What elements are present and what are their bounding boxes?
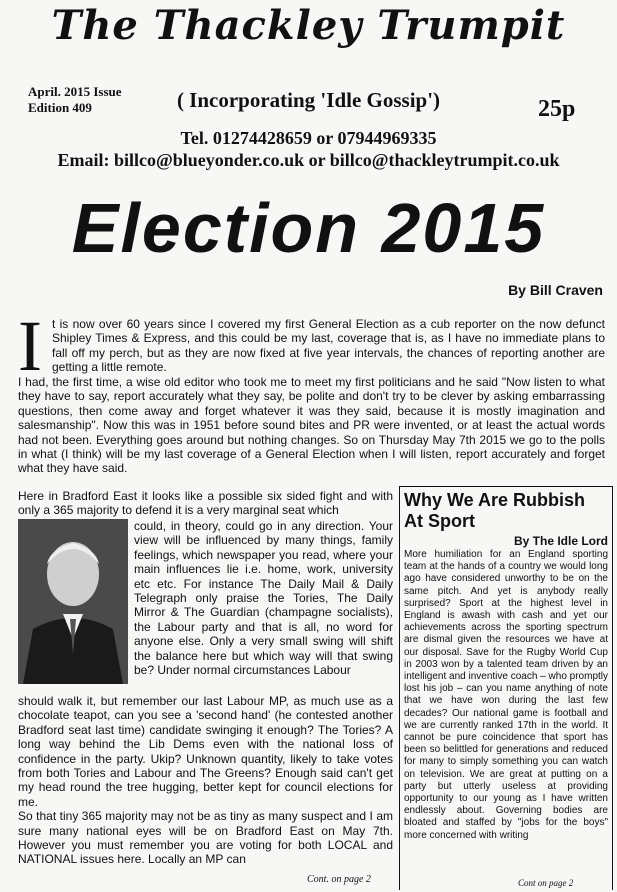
- paragraph-beside-photo: could, in theory, could go in any direction. Your view will be influenced by many things, family feelings, which newspaper you read, where your main influences lie i.e. home, work, university etc etc. For instance The Daily Mail & Daily Telegraph only praise the Tories, The Daily Mirror & The Guardian (champagne socialists), the Labour party and that is all, no word for anyone else. Only a very small swing will shift the balance here but which way will that swing be? Under normal circumstances Labour: [134, 519, 393, 678]
- bradford-paragraph: Here in Bradford East it looks like a possible six sided fight and with only a 365 majority to defend it is a very marginal seat which: [18, 489, 393, 518]
- sidebar-continued-note: Cont on page 2: [518, 878, 574, 888]
- continued-note: Cont. on page 2: [307, 874, 371, 885]
- email-line: Email: billco@blueyonder.co.uk or billco@thackleytrumpit.co.uk: [57, 150, 560, 170]
- continuation-text: [18, 694, 393, 867]
- issue-date: April. 2015 Issue: [28, 84, 122, 99]
- portrait-image: [18, 519, 128, 684]
- sidebar-article: [399, 486, 613, 890]
- drop-cap: I: [18, 306, 42, 386]
- final-paragraph: So that tiny 365 majority may not be as tiny as many suspect and I am sure many national eyes will be on Bradford East on May 7th. However you must remember you are voting for both LOCAL and NATIONAL issues here. Locally an MP can: [18, 809, 393, 867]
- edition-number: Edition 409: [28, 100, 92, 115]
- sidebar-author: By The Idle Lord: [513, 534, 608, 548]
- sidebar-text: More humiliation for an England sporting team at the hands of a country we would long ago have considered unworthy to be on the same pitch. And yet is anybody really surprised? Sport at the highest level in England is awash with cash and yet our achievements across the sporting spectrum are dismal given the resources we have at our disposal. Save for the Rugby World Cup in 2003 won by a talented team driven by an intelligent and inventive coach – who promptly lost his job – can you name anything of note that we have won during the last few decades? Our national game is football and we are currently ranked 17th in the world. It cannot be pure coincidence that sport has been so belittled for generations and reduced for many to simply something you can watch on television. We are great at putting on a party but utterly useless at providing opportunity to our young as I have written endlessly about. Governing bodies are bloated and staffed by "jobs for the boys" more concerned with writing: [404, 549, 609, 841]
- masthead-title: The Thackley Trumpit: [51, 2, 566, 49]
- subtitle: ( Incorporating 'Idle Gossip'): [176, 88, 441, 112]
- continuation-paragraph: should walk it, but remember our last Labour MP, as much use as a chocolate teapot, can you see a 'second hand' (he contested another Bradford seat last time) candidate swinging it enough? The Tories? A long way behind the Lib Dems even with the national loss of confidence in the party. Ukip? Unknown quantity, likely to take votes from both Tories and Labour and The Greens? Enough said can't get my head round the tree hugging, better kept for council elections for me.: [18, 694, 393, 809]
- candidate-photo: [18, 519, 128, 684]
- byline: By Bill Craven: [508, 282, 603, 298]
- headline: Election 2015: [71, 189, 546, 267]
- intro-paragraph-rest: I had, the first time, a wise old editor who took me to meet my first politicians and he said "Now listen to what they have to say, report accurately what they say, be polite and don't try to be clever by asking embarrassing questions, then come away and forget whatever it was they said, because it is mostly imagination and salesmanship". Now this was in 1951 before sound bites and PR were invented, or at least the actual words had not been. Everything goes around but nothing changes. So on Thursday May 7th 2015 we go to the polls in what (I think) will be my last coverage of a General Election when I will listen, report accurately and forget what they have said.: [18, 375, 605, 476]
- price: 25p: [538, 96, 576, 122]
- telephone-line: Tel. 01274428659 or 07944969335: [180, 128, 437, 148]
- sidebar-title: Why We Are Rubbish At Sport: [404, 490, 586, 531]
- intro-paragraph-start: t is now over 60 years since I covered my first General Election as a cub reporter on the now defunct Shipley Times & Express, and this could be my last, coverage that is, as I have no immediate plans to fall off my perch, but as they are now fixed at five year intervals, the chances of reporting another are getting a little remote.: [52, 317, 605, 375]
